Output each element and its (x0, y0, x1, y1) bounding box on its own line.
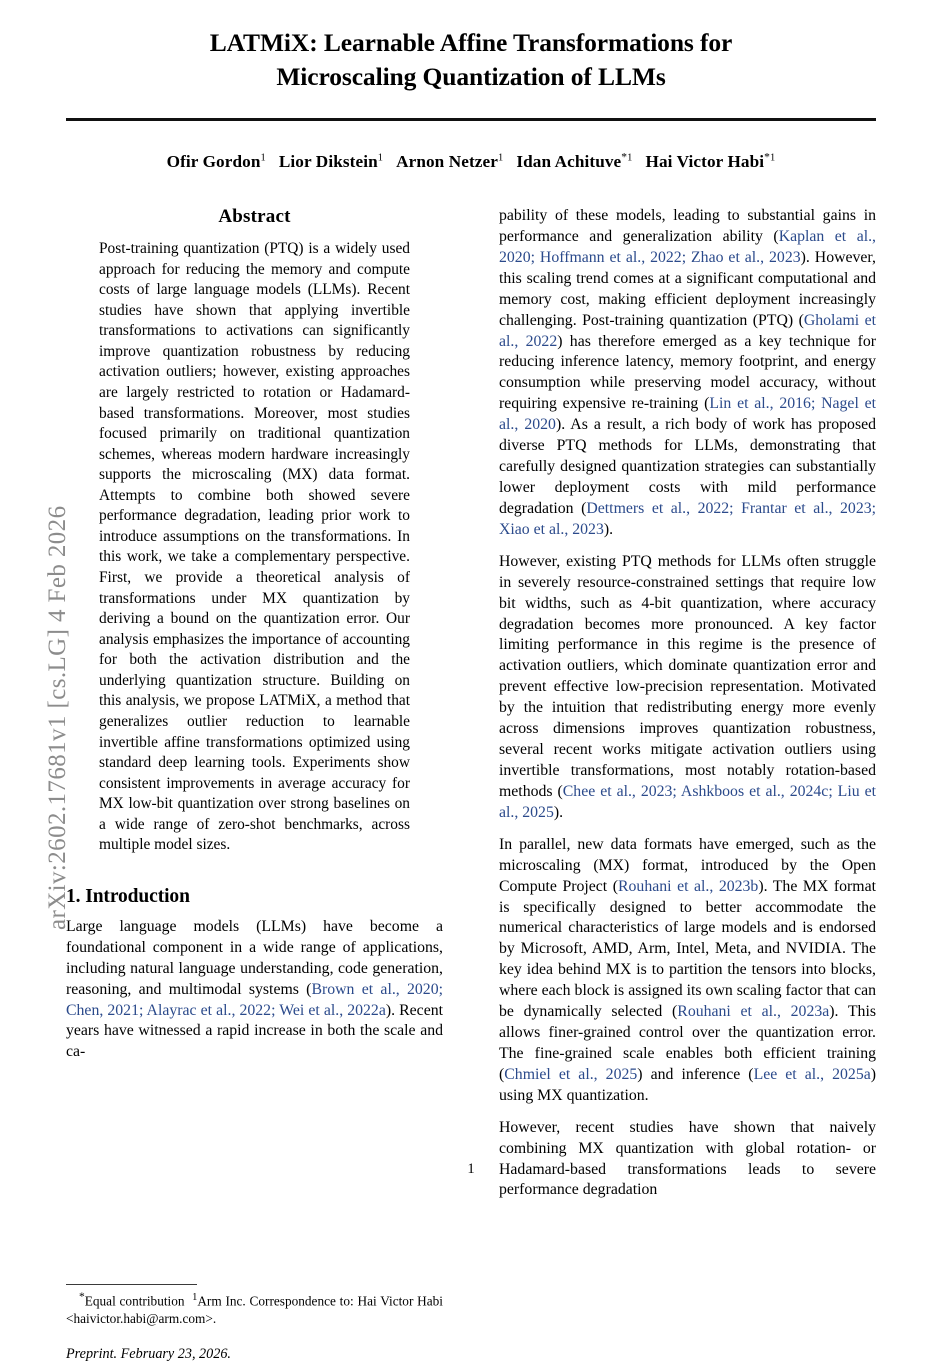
author-entry (167, 152, 266, 171)
paper-title-line-1: LATMiX: Learnable Affine Transformations for (209, 28, 733, 57)
footnote-star-marker: * (79, 1291, 85, 1303)
footnote-area (66, 1284, 443, 1363)
text-part-1: In parallel, new data formats have emerged, such as the microscaling (MX) format, introduced by the Open Compute Project ( (499, 835, 876, 895)
text-part-4: ). As a result, a rich body of work has proposed diverse PTQ methods for LLMs, demonstrating that carefully designed quantization strategies can substantially lower deployment costs with mild performance degradation ( (499, 416, 877, 517)
footnote-divider (66, 1284, 197, 1285)
abstract-text: Post-training quantization (PTQ) is a widely used approach for reducing the memory and compute costs of large language models (LLMs). Recent studies have shown that applying invertible transformations to activations can significantly improve quantization robustness by reducing activation outliers; however, existing approaches are largely restricted to rotation or Hadamard-based transformations. Moreover, most studies focused primarily on traditional quantization schemes, whereas modern hardware increasingly supports the microscaling (MX) data format. Attempts to combine both showed severe performance degradation, leading prior work to introduce assumptions on the transformations. In this work, we take a complementary perspective. First, we provide a theoretical analysis of transformations under MX quantization by deriving a bound on the quantization error. Our analysis emphasizes the importance of accounting for both the activation distribution and the underlying quantization structure. Building on this analysis, we propose LATMiX, a method that generalizes outlier reduction to learnable invertible affine transformations optimized using standard deep learning tools. Experiments show consistent improvements in average accuracy for MX low-bit quantization over strong baselines on a wide range of zero-shot benchmarks, across multiple model sizes. (99, 240, 410, 854)
author-affiliation-marker: 1 (627, 152, 633, 164)
footnote-affiliation: Arm Inc. Correspondence to: Hai Victor Habi <haivictor.habi@arm.com>. (66, 1293, 443, 1326)
footnote-equal-contribution: Equal contribution (84, 1293, 185, 1309)
citation-group[interactable]: Brown et al., 2020; Chen, 2021; Alayrac et al., 2022; Wei et al., 2022a (66, 980, 443, 1019)
author-name: Ofir Gordon (166, 152, 261, 172)
two-column-body (66, 206, 877, 1362)
citation-group[interactable]: Lin et al., 2016; Nagel et al., 2020 (499, 395, 877, 434)
paper-title-line-2: Microscaling Quantization of LLMs (276, 61, 666, 91)
citation-group[interactable]: Chmiel et al., 2025 (504, 1065, 638, 1083)
author-affiliation-marker: 1 (260, 152, 266, 164)
author-list (66, 151, 876, 172)
citation-group[interactable]: Kaplan et al., 2020; Hoffmann et al., 2022; Zhao et al., 2023 (499, 227, 876, 266)
footnote-text (66, 1290, 443, 1327)
author-equal-contribution-marker: * (764, 151, 771, 164)
footnote-affiliation-marker: 1 (192, 1292, 198, 1303)
author-affiliation-marker: 1 (498, 152, 504, 164)
author-name: Hai Victor Habi (645, 152, 765, 172)
text-part-3: ) has therefore emerged as a key technique for reducing inference latency, memory footprint, and energy consumption while preserving model accuracy, without requiring expensive re-training ( (499, 332, 877, 413)
intro-paragraph-1 (66, 917, 443, 1063)
author-entry (516, 152, 632, 171)
intro-text-part-2: ). Recent years have witnessed a rapid increase in both the scale and ca- (66, 1001, 443, 1061)
section-heading-introduction: 1. Introduction (66, 885, 190, 907)
citation-group[interactable]: Gholami et al., 2022 (499, 311, 876, 350)
paper-page (66, 0, 877, 1362)
page-title (66, 26, 876, 93)
page-number: 1 (467, 1161, 475, 1177)
arxiv-stamp-text: arXiv:2602.17681v1 [cs.LG] 4 Feb 2026 (44, 505, 71, 930)
right-column (499, 206, 876, 1201)
right-paragraph-3 (499, 835, 876, 1107)
right-paragraph-2 (499, 552, 876, 824)
author-entry (279, 152, 383, 171)
left-column (66, 206, 443, 1063)
citation-group[interactable]: Rouhani et al., 2023a (677, 1003, 830, 1021)
text-part-2: ). The MX format is specifically designed to better accommodate the numerical characteristics of large models and is endorsed by Microsoft, AMD, Arm, Intel, Meta, and NVIDIA. The key idea behind MX is to partition the tensors into blocks, where each block is assigned its own scaling factor that can be dynamically selected ( (499, 877, 876, 1021)
right-paragraph-4: However, recent studies have shown that naively combining MX quantization with global rotation- or Hadamard-based transformations leads to severe performance degradation (499, 1118, 876, 1199)
author-equal-contribution-marker: * (621, 151, 628, 164)
citation-group[interactable]: Dettmers et al., 2022; Frantar et al., 2023; Xiao et al., 2023 (499, 499, 877, 538)
text-part-5: ) using MX quantization. (499, 1065, 877, 1104)
abstract-heading: Abstract (218, 206, 291, 227)
text-part-2: ). However, this scaling trend comes at a significant computational and memory cost, making efficient deployment increasingly challenging. Post-training quantization (PTQ) ( (499, 248, 876, 329)
author-name: Idan Achituve (516, 152, 622, 172)
title-divider (66, 118, 876, 121)
citation-group[interactable]: Rouhani et al., 2023b (618, 877, 759, 895)
text-part-4: ) and inference ( (637, 1065, 754, 1083)
text-part-1: However, existing PTQ methods for LLMs often struggle in severely resource-constrained settings that require low bit widths, such as 4-bit quantization, where accuracy degradation becomes more pronounced. A key factor limiting performance in this regime is the presence of activation outliers, which dominate quantization error and prevent effective low-precision representation. Motivated by the intuition that redistributing energy more evenly across dimensions improves quantization robustness, several recent works mitigate activation outliers using invertible transformations, most notably rotation-based methods ( (499, 552, 876, 800)
preprint-notice: Preprint. February 23, 2026. (66, 1345, 231, 1362)
author-name: Lior Dikstein (278, 152, 378, 172)
author-name: Arnon Netzer (396, 152, 498, 172)
author-entry (396, 152, 503, 171)
intro-text-part-1: Large language models (LLMs) have become a foundational component in a wide range of applications, including natural language understanding, code generation, reasoning, and multimodal systems ( (66, 917, 443, 998)
text-part-1: pability of these models, leading to substantial gains in performance and generalization ability ( (499, 207, 876, 245)
author-entry (646, 152, 776, 171)
arxiv-stamp (0, 0, 71, 1200)
author-affiliation-marker: 1 (377, 152, 384, 164)
text-part-2: ). (553, 803, 564, 821)
title-block (66, 0, 876, 121)
right-paragraph-1 (499, 206, 876, 541)
citation-group[interactable]: Chee et al., 2023; Ashkboos et al., 2024c; Liu et al., 2025 (499, 782, 876, 821)
author-affiliation-marker: 1 (770, 152, 776, 164)
citation-group[interactable]: Lee et al., 2025a (753, 1065, 871, 1083)
text-part-3: ). This allows finer-grained control over the quantization error. The fine-grained scale enables both efficient training ( (499, 1003, 876, 1083)
text-part-5: ). (603, 520, 614, 538)
